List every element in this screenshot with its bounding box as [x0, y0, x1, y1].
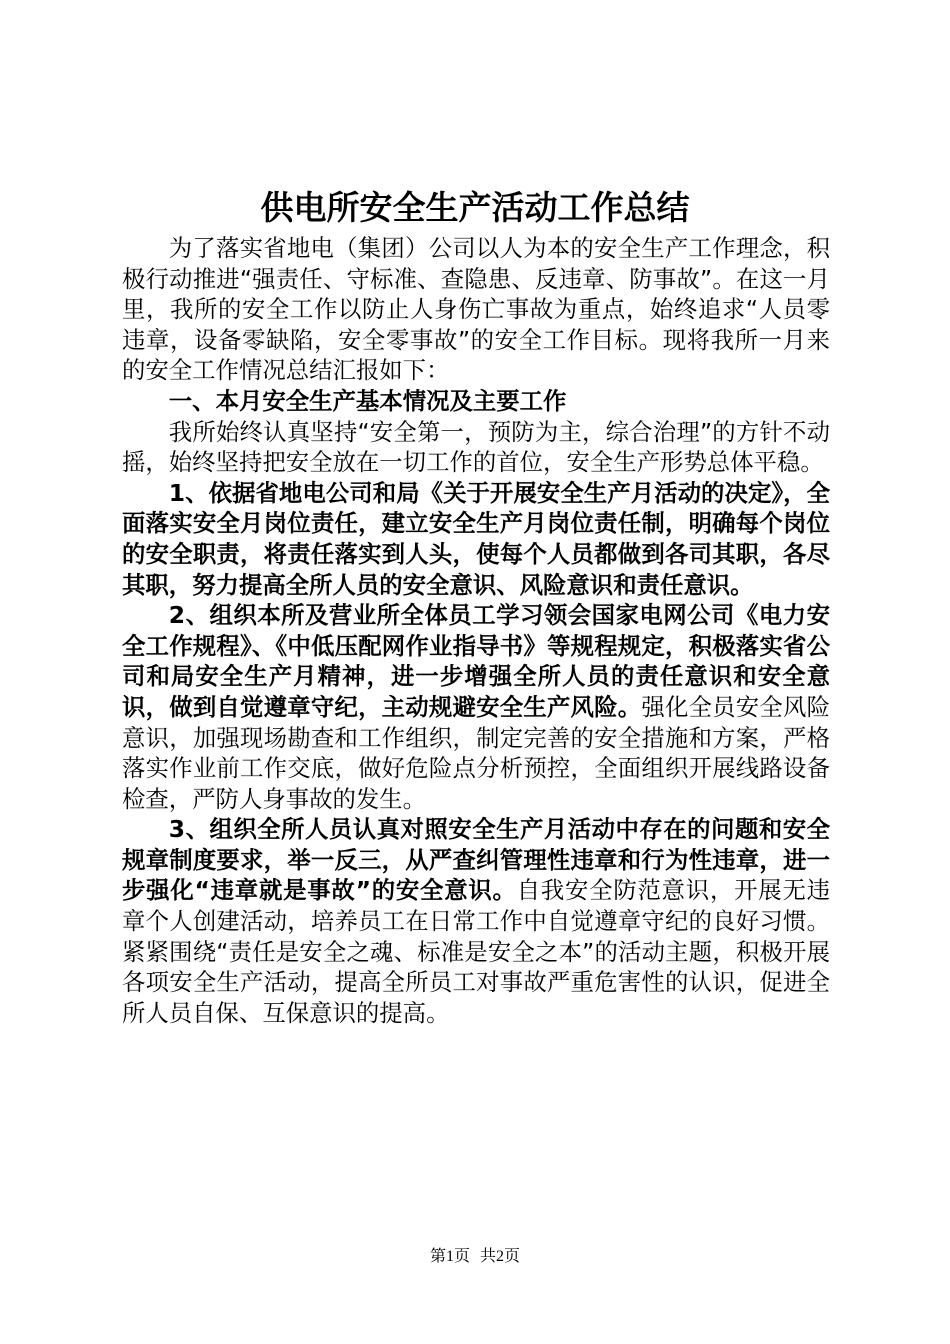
item-2-paragraph	[122, 600, 830, 814]
intro-paragraph: 为了落实省地电（集团）公司以人为本的安全生产工作理念，积极行动推进“强责任、守标准、查隐患、反违章、防事故”。在这一月里，我所的安全工作以防止人身伤亡事故为重点，始终追求“人员零违章，设备零缺陷，安全零事故”的安全工作目标。现将我所一月来的安全工作情况总结汇报如下：	[122, 234, 830, 385]
item-1-paragraph: 1、依据省地电公司和局《关于开展安全生产月活动的决定》，全面落实安全月岗位责任，建立安全生产月岗位责任制，明确每个岗位的安全职责，将责任落实到人头，使每个人员都做到各司其职，各尽其职，努力提高全所人员的安全意识、风险意识和责任意识。	[122, 478, 830, 599]
overview-paragraph: 我所始终认真坚持“安全第一，预防为主，综合治理”的方针不动摇，始终坚持把安全放在一切工作的首位，安全生产形势总体平稳。	[122, 417, 830, 477]
page-total: 共2页	[480, 1248, 521, 1265]
item-3-bold-text: 3、组织全所人员认真对照安全生产月活动中存在的问题和安全规章制度要求，举一反三，从严查纠管理性违章和行为性违章，进一步强化“违章就是事故”的安全意识。	[122, 815, 830, 905]
document-title: 供电所安全生产活动工作总结	[260, 188, 690, 227]
item-2-regular-text: 强化全员安全风险意识，加强现场勘查和工作组织，制定完善的安全措施和方案，严格落实作业前工作交底，做好危险点分析预控，全面组织开展线路设备检查，严防人身事故的发生。	[122, 692, 831, 813]
page-number: 第1页	[429, 1248, 470, 1265]
section-heading: 一、本月安全生产基本情况及主要工作	[168, 386, 567, 415]
page-footer	[0, 1247, 950, 1267]
document-body	[122, 233, 830, 1028]
item-2-bold-text: 2、组织本所及营业所全体员工学习领会国家电网公司《电力安全工作规程》、《中低压配网作业指导书》等规程规定，积极落实省公司和局安全生产月精神，进一步增强全所人员的责任意识和安全意识，做到自觉遵章守纪，主动规避安全生产风险。	[122, 601, 830, 721]
item-3-regular-text: 自我安全防范意识，开展无违章个人创建活动，培养员工在日常工作中自觉遵章守纪的良好习惯。紧紧围绕“责任是安全之魂、标准是安全之本”的活动主题，积极开展各项安全生产活动，提高全所员工对事故严重危害性的认识，促进全所人员自保、互保意识的提高。	[122, 876, 830, 1027]
item-3-paragraph	[122, 814, 830, 1028]
